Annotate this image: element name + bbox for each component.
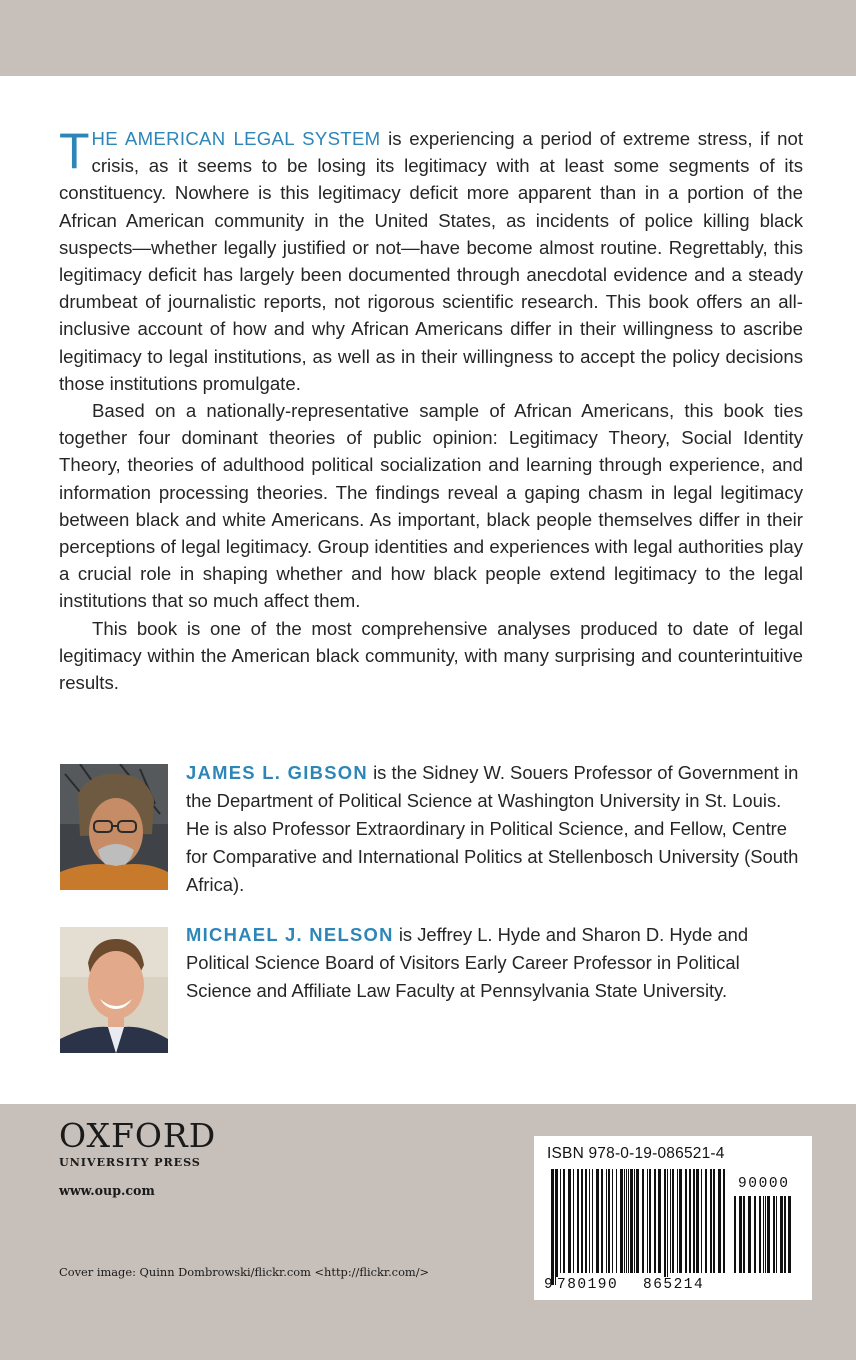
barcode-bar: [677, 1169, 678, 1273]
author-photo-gibson: [60, 764, 168, 890]
barcode-bar: [696, 1169, 699, 1273]
lead-in-caps: HE AMERICAN LEGAL SYSTEM: [91, 128, 381, 149]
barcode-bar: [626, 1169, 627, 1273]
barcode-bar: [693, 1169, 695, 1273]
barcode-bar: [664, 1169, 666, 1285]
barcode-bar: [679, 1169, 682, 1273]
barcode-bar: [585, 1169, 587, 1273]
publisher-logo: [59, 1116, 217, 1169]
barcode-bar: [667, 1169, 668, 1285]
isbn-number: ISBN 978-0-19-086521-4: [547, 1145, 725, 1162]
author-bio-gibson: [186, 759, 806, 899]
barcode-bar: [718, 1169, 721, 1273]
barcode-bar: [573, 1169, 574, 1273]
barcode-bar: [589, 1169, 590, 1273]
barcode-first-digit: 9: [544, 1277, 553, 1293]
barcode-bar: [647, 1169, 648, 1273]
description-paragraph-1: [59, 125, 803, 397]
drop-cap: T: [59, 123, 90, 179]
barcode-bar: [624, 1169, 625, 1273]
barcode-bar: [773, 1196, 775, 1273]
barcode-bar: [568, 1169, 571, 1273]
barcode-bar: [551, 1169, 554, 1285]
publisher-website: www.oup.com: [59, 1183, 155, 1198]
barcode-bar: [636, 1169, 639, 1273]
author-photo-nelson: [60, 927, 168, 1053]
barcode-digit-group-left: 780190: [557, 1277, 619, 1293]
barcode-bar: [628, 1169, 629, 1273]
barcode-bar: [581, 1169, 583, 1273]
author-bio-text: is Jeffrey L. Hyde and Sharon D. Hyde and Political Science Board of Visitors Early Career Professor in Political Science and Affiliate Law Faculty at Pennsylvania State University.: [186, 924, 749, 1001]
author-name: MICHAEL J. NELSON: [186, 924, 394, 945]
barcode-bar: [759, 1196, 761, 1273]
barcode-bar: [784, 1196, 786, 1273]
barcode-bar: [710, 1169, 712, 1273]
barcode-bar: [630, 1169, 633, 1273]
barcode-bar: [713, 1169, 715, 1273]
barcode-bar: [612, 1169, 613, 1273]
barcode-bar: [654, 1169, 656, 1273]
barcode-bar: [767, 1196, 770, 1273]
ean13-barcode: [550, 1169, 730, 1285]
barcode-bar: [685, 1169, 687, 1273]
barcode-digit-group-right: 865214: [643, 1277, 705, 1293]
barcode-bar: [577, 1169, 579, 1273]
author-name: JAMES L. GIBSON: [186, 762, 368, 783]
barcode-bar: [608, 1169, 610, 1273]
barcode-bar: [620, 1169, 623, 1273]
barcode-bar: [606, 1169, 607, 1273]
oxford-wordmark: OXFORD: [59, 1116, 217, 1155]
barcode-bar: [689, 1169, 691, 1273]
barcode-bar: [748, 1196, 751, 1273]
barcode-bar: [723, 1169, 725, 1273]
barcode-bar: [596, 1169, 599, 1273]
barcode-bar: [763, 1196, 764, 1273]
barcode-bar: [634, 1169, 635, 1273]
description-paragraph-3: This book is one of the most comprehensive analyses produced to date of legal legitimacy within the American black community, with many surprising and counterintuitive results.: [59, 617, 803, 694]
barcode-bar: [649, 1169, 651, 1273]
barcode-bar: [672, 1169, 674, 1273]
price-addon-barcode: [733, 1196, 795, 1285]
description-paragraph-2: Based on a nationally-representative sample of African Americans, this book ties together four dominant theories of public opinion: Legitimacy Theory, Social Identity Theory, theories of adulthood political socialization and learning through experience, and information processing theories. The findings reveal a gaping chasm in legal legitimacy between black and white Americans. As important, black people themselves differ in their perceptions of legal legitimacy. Group identities and experiences with legal authorities play a crucial role in shaping whether and how black people extend legitimacy to the legal institutions that so much affect them.: [59, 400, 803, 612]
barcode-bar: [642, 1169, 644, 1273]
barcode-bar: [563, 1169, 565, 1273]
book-description: [59, 125, 803, 696]
barcode-bar: [705, 1169, 707, 1273]
barcode-bar: [788, 1196, 791, 1273]
cover-image-credit: Cover image: Quinn Dombrowski/flickr.com <http://flickr.com/>: [59, 1265, 430, 1279]
barcode-bar: [734, 1196, 736, 1273]
barcode-bar: [592, 1169, 593, 1273]
barcode-bar: [670, 1169, 671, 1273]
barcode-bar: [754, 1196, 756, 1273]
university-press-label: UNIVERSITY PRESS: [59, 1155, 201, 1169]
barcode-bar: [743, 1196, 745, 1273]
barcode-bar: [776, 1196, 777, 1273]
barcode-bar: [780, 1196, 783, 1273]
author-bio-text: is the Sidney W. Souers Professor of Government in the Department of Political Science at Washington University in St. Louis. He is also Professor Extraordinary in Political Science, and Fellow, Centre for Comparative and International Politics at Stellenbosch University (South Africa).: [186, 762, 799, 895]
barcode-bar: [701, 1169, 702, 1273]
author-bio-nelson: [186, 921, 806, 1005]
barcode-bar: [765, 1196, 766, 1273]
barcode-bar: [616, 1169, 617, 1273]
barcode-bar: [658, 1169, 661, 1273]
barcode-bar: [739, 1196, 742, 1273]
paragraph-1-text: is experiencing a period of extreme stress, if not crisis, as it seems to be losing its legitimacy with at least some segments of its constituency. Nowhere is this legitimacy deficit more apparent than in a portion of the African American community in the United States, as incidents of police killing black suspects—whether legally justified or not—have become almost routine. Regrettably, this legitimacy deficit has largely been documented through anecdotal evidence and a steady drumbeat of journalistic reports, not rigorous scientific research. This book offers an all-inclusive account of how and why African Americans differ in their willingness to ascribe legitimacy to legal institutions, as well as in their willingness to accept the policy decisions those institutions promulgate.: [59, 128, 803, 394]
top-color-band: [0, 0, 856, 76]
barcode-bar: [601, 1169, 603, 1273]
barcode-bar: [560, 1169, 561, 1273]
isbn-barcode-block: [534, 1136, 812, 1300]
price-addon-number: 90000: [738, 1176, 790, 1192]
barcode-bar: [555, 1169, 558, 1285]
